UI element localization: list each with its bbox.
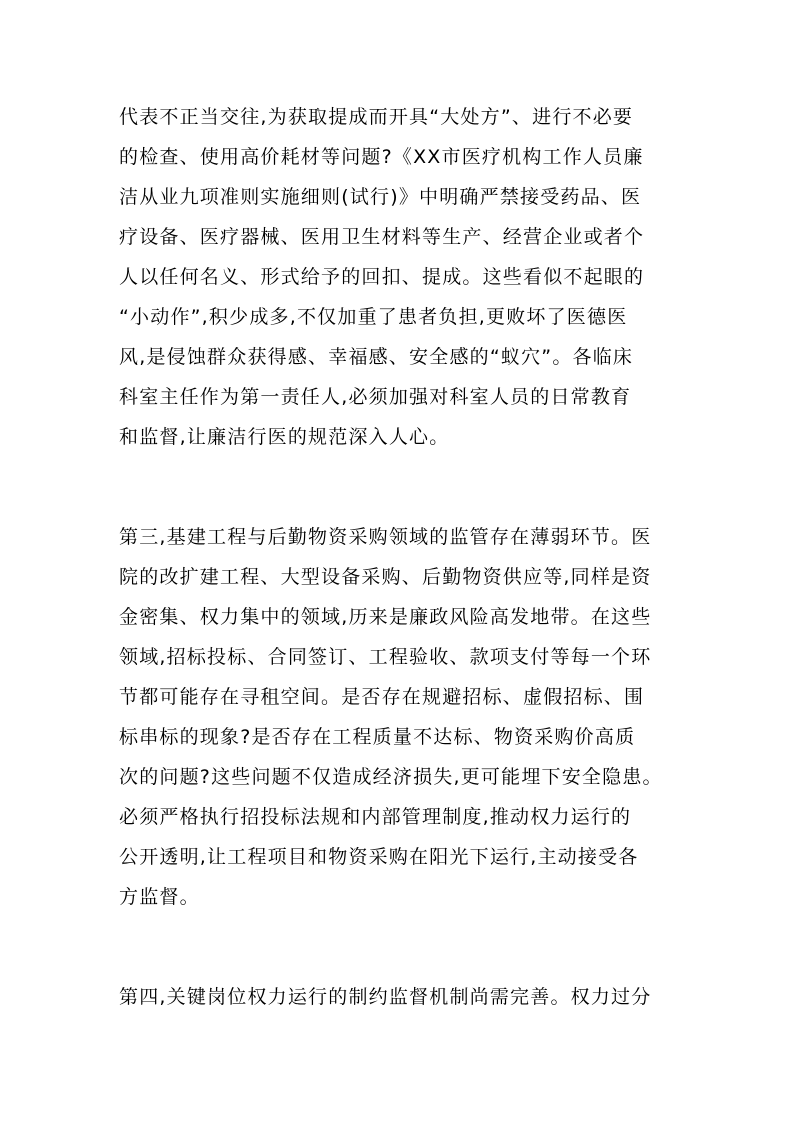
- text-line: 代表不正当交往,为获取提成而开具“大处方”、进行不必要: [119, 106, 634, 128]
- text-line: 领域,招标投标、合同签订、工程验收、款项支付等每一个环: [119, 646, 652, 668]
- text-line: 金密集、权力集中的领域,历来是廉政风险高发地带。在这些: [119, 606, 652, 628]
- text-line: 标串标的现象?是否存在工程质量不达标、物资采购价高质: [119, 726, 636, 748]
- text-line: 和监督,让廉洁行医的规范深入人心。: [119, 426, 450, 448]
- text-line: “小动作”,积少成多,不仅加重了患者负担,更败坏了医德医: [119, 306, 628, 328]
- text-line: 第三,基建工程与后勤物资采购领域的监管存在薄弱环节。医: [119, 526, 652, 548]
- text-line: 次的问题?这些问题不仅造成经济损失,更可能埋下安全隐患。: [119, 766, 663, 788]
- paragraph-2: [119, 517, 679, 917]
- text-line: 科室主任作为第一责任人,必须加强对科室人员的日常教育: [119, 386, 632, 408]
- text-line: 节都可能存在寻租空间。是否存在规避招标、虚假招标、围: [119, 686, 645, 708]
- text-line: 院的改扩建工程、大型设备采购、后勤物资供应等,同样是资: [119, 566, 652, 588]
- text-line: 的检查、使用高价耗材等问题?《XX市医疗机构工作人员廉: [119, 146, 644, 168]
- text-line: 洁从业九项准则实施细则(试行)》中明确严禁接受药品、医: [119, 186, 642, 208]
- text-line: 人以任何名义、形式给予的回扣、提成。这些看似不起眼的: [119, 266, 645, 288]
- text-line: 第四,关键岗位权力运行的制约监督机制尚需完善。权力过分: [119, 986, 652, 1008]
- text-line: 风,是侵蚀群众获得感、幸福感、安全感的“蚁穴”。各临床: [119, 346, 634, 368]
- text-line: 公开透明,让工程项目和物资采购在阳光下运行,主动接受各: [119, 846, 639, 868]
- paragraph-1: [119, 97, 679, 457]
- paragraph-3: [119, 977, 679, 1017]
- text-line: 疗设备、医疗器械、医用卫生材料等生产、经营企业或者个: [119, 226, 645, 248]
- text-line: 必须严格执行招投标法规和内部管理制度,推动权力运行的: [119, 806, 632, 828]
- text-line: 方监督。: [119, 886, 200, 908]
